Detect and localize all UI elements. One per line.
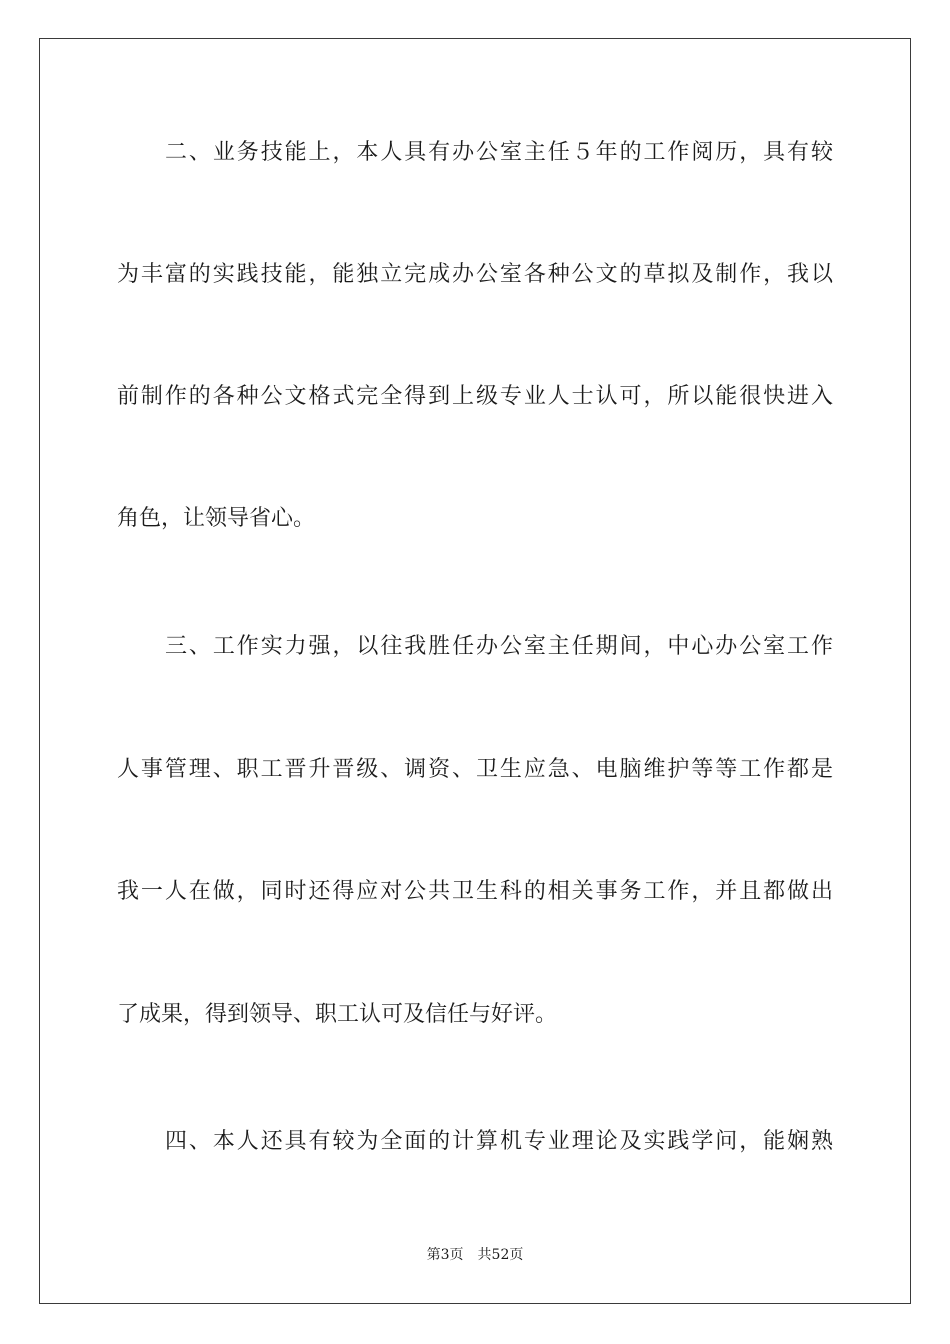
paragraph-3-line-4: 了成果，得到领导、职工认可及信任与好评。 [117,1002,558,1027]
paragraph-4-line-1: 四、本人还具有较为全面的计算机专业理论及实践学问，能娴熟 [165,1129,833,1154]
page-number: 第3页 [426,1247,464,1263]
paragraph-3-line-2: 人事管理、职工晋升晋级、调资、卫生应急、电脑维护等等工作都是 [117,757,833,782]
paragraph-2-line-2: 为丰富的实践技能，能独立完成办公室各种公文的草拟及制作，我以 [117,262,833,287]
paragraph-2-line-4: 角色，让领导省心。 [117,506,316,531]
paragraph-2-line-3: 前制作的各种公文格式完全得到上级专业人士认可，所以能很快进入 [117,384,833,409]
paragraph-2-line-1: 二、业务技能上，本人具有办公室主任５年的工作阅历，具有较 [165,140,833,165]
page-footer [0,1246,950,1264]
paragraph-3-line-3: 我一人在做，同时还得应对公共卫生科的相关事务工作，并且都做出 [117,879,833,904]
page-border [39,38,911,1304]
page-total: 共52页 [477,1247,524,1263]
paragraph-3-line-1: 三、工作实力强，以往我胜任办公室主任期间，中心办公室工作 [165,634,833,659]
